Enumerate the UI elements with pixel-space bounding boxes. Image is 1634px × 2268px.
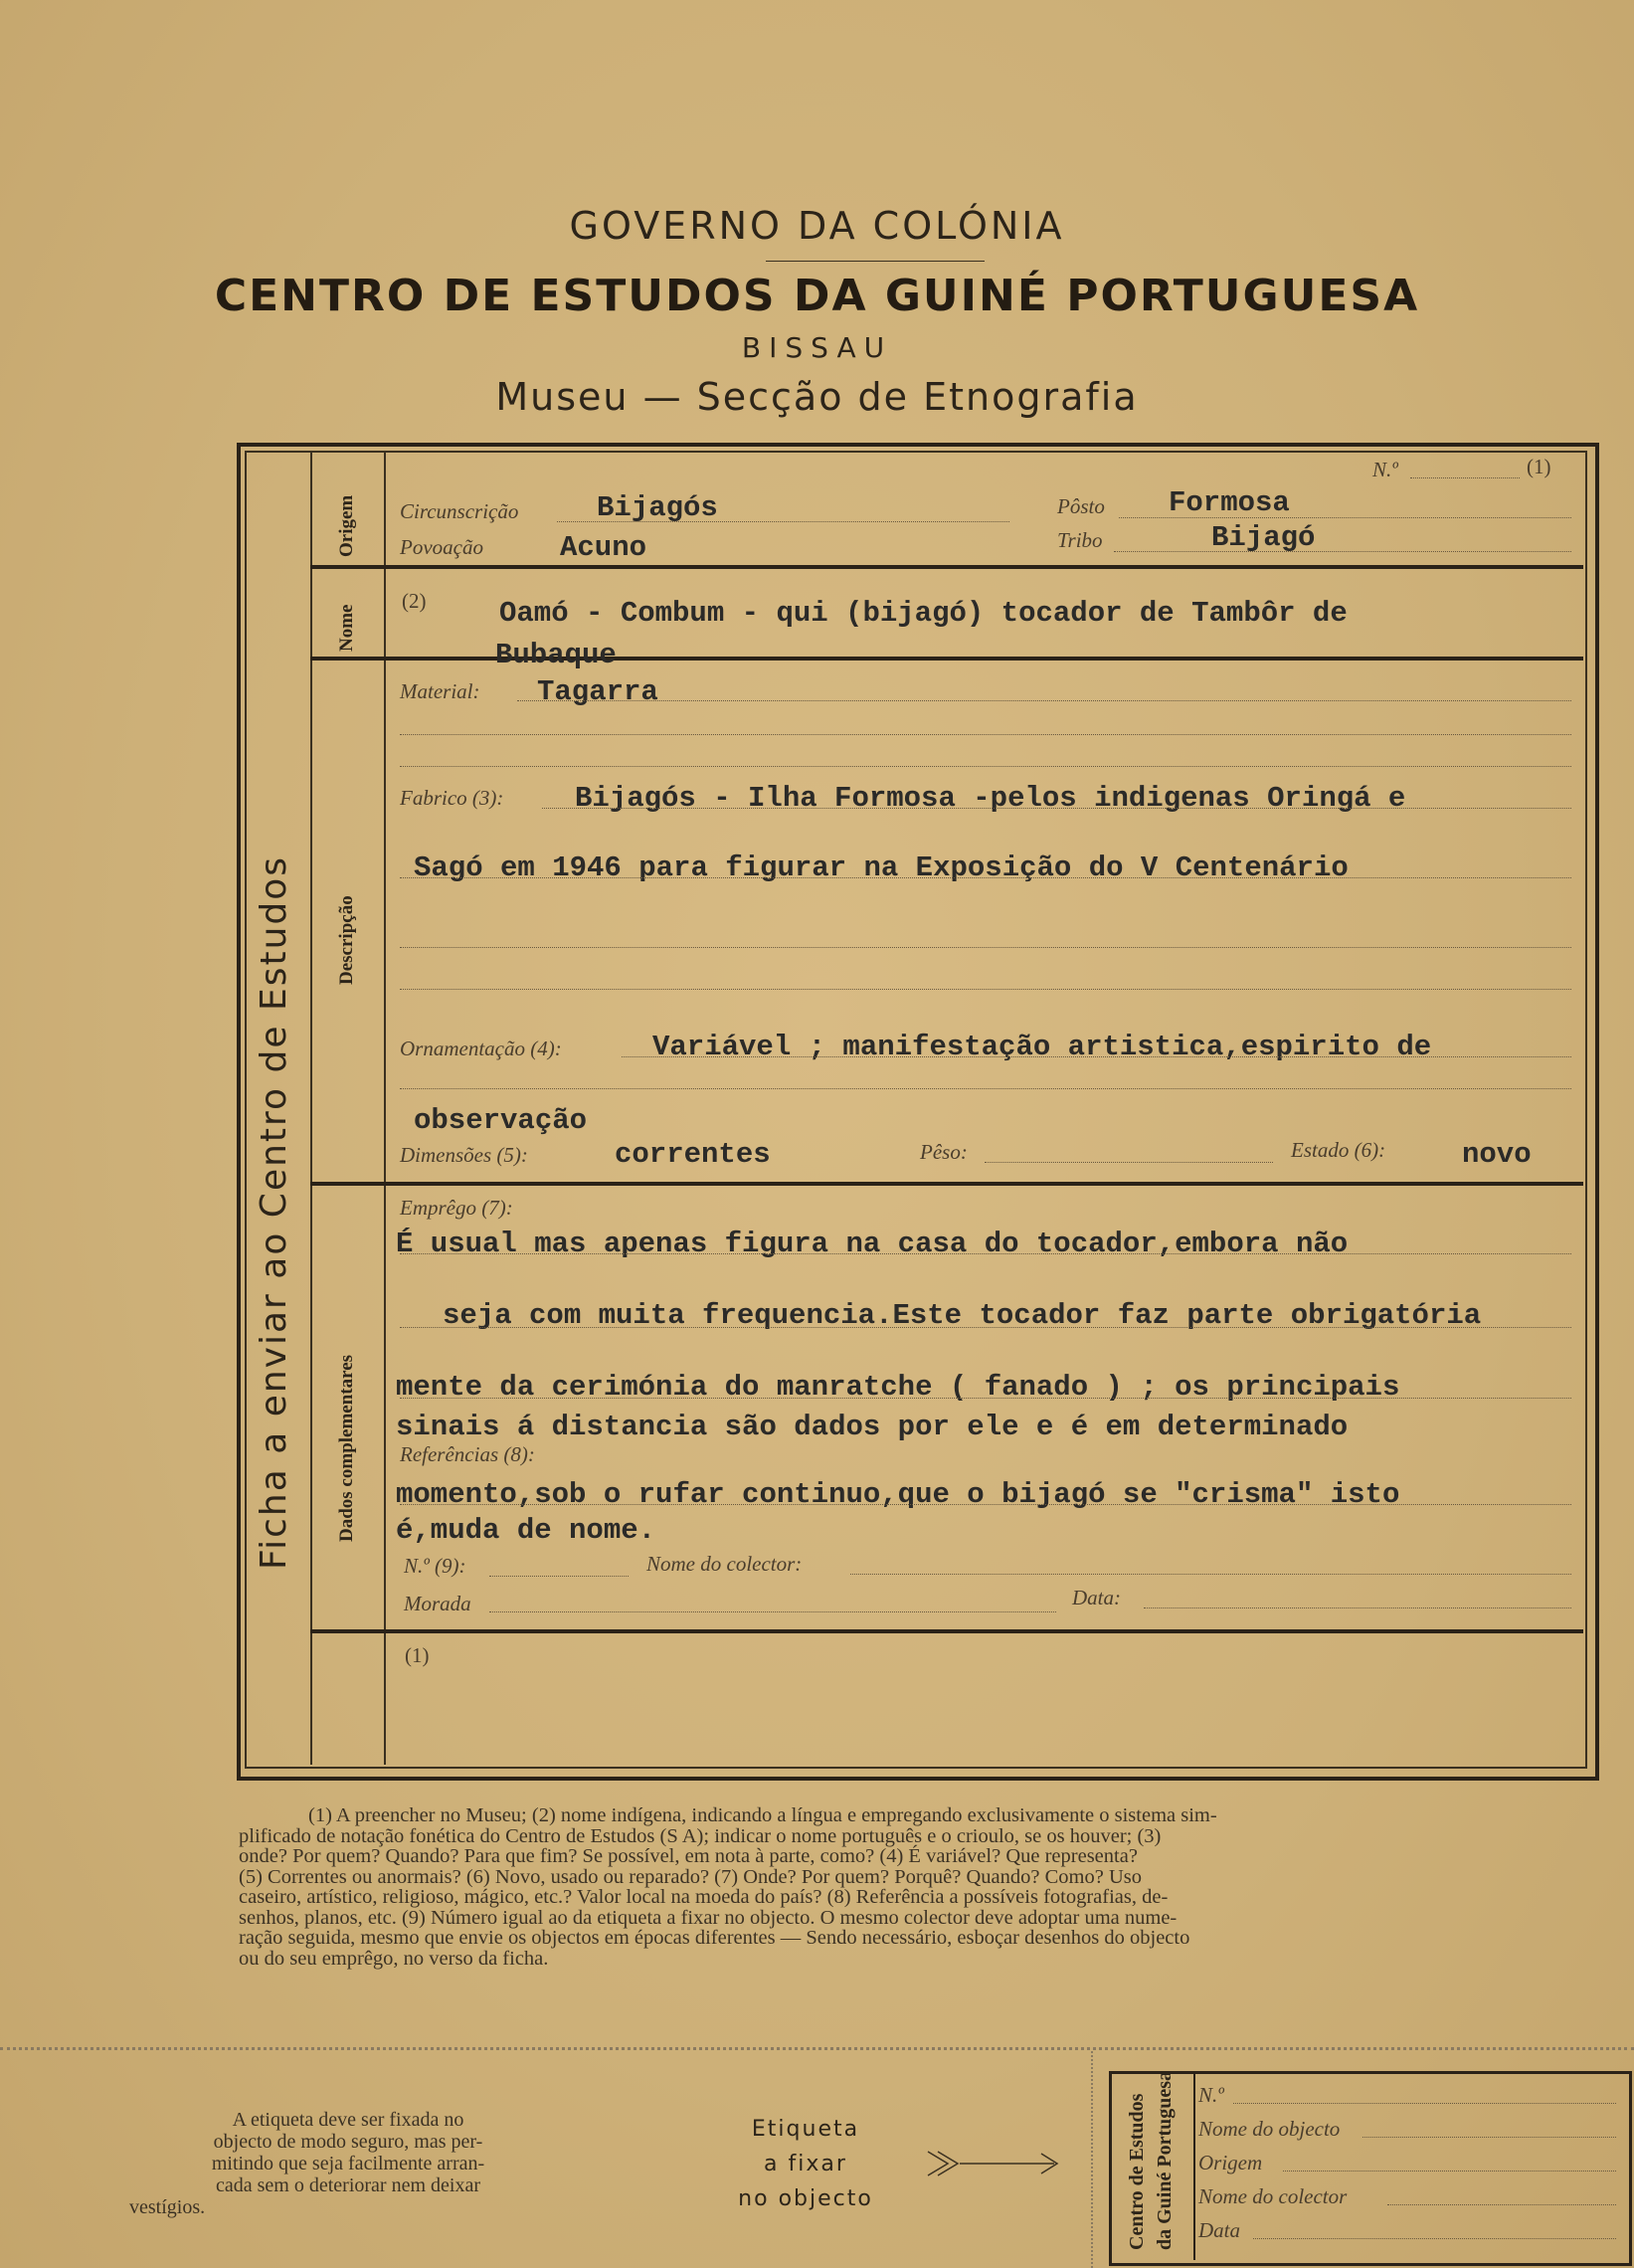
dimensoes-value: correntes [615,1138,771,1171]
nome-value-line-1: Oamó - Combum - qui (bijagó) tocador de Tambôr de [499,597,1348,630]
header-city: BISSAU [741,331,893,364]
data-label: Data: [1072,1586,1121,1609]
header-divider [766,261,985,262]
perforation-line[interactable] [0,2047,1634,2050]
stub-field-numero: N.º [1198,2083,1224,2107]
material-dots-3 [400,766,1571,767]
emprego-value-line-4: sinais á distancia são dados por ele e é em determinado [396,1411,1349,1443]
stub-dots-3 [1283,2171,1616,2172]
peso-label: Pêso: [920,1140,968,1164]
fabrico-dots-4 [400,989,1571,990]
emprego-dots-2 [400,1327,1571,1328]
ornamentacao-dots-1 [622,1056,1571,1057]
footnote-line: (5) Correntes ou anormais? (6) Novo, usado ou reparado? (7) Onde? Por quem? Porquê? Quando? Como? Uso [239,1865,1143,1888]
referencias-value-line-2: é,muda de nome. [396,1514,656,1547]
colector-dots [850,1574,1571,1575]
stub-field-data: Data [1198,2218,1240,2242]
tag-middle-line-3: no objecto [738,2186,873,2211]
footnotes [239,1805,1601,1969]
footnote-line: plificado de notação fonética do Centro de Estudos (S A); indicar o nome português e o crioulo, se os houver; (3) [239,1824,1162,1847]
emprego-dots-3 [400,1398,1571,1399]
stub-title-2: da Guiné Portuguesa [1154,2070,1176,2250]
section-label-descricao: Descripção [336,895,357,985]
circunscricao-label: Circunscrição [400,499,519,523]
povoacao-value: Acuno [560,531,647,564]
material-dots-1 [517,700,1571,701]
nome-value-line-2: Bubaque [495,639,617,671]
header-center: CENTRO DE ESTUDOS DA GUINÉ PORTUGUESA [214,271,1420,321]
fabrico-dots-3 [400,947,1571,948]
colector-label: Nome do colector: [646,1552,803,1576]
tag-middle-line-2: a fixar [764,2152,847,2176]
stub-title-1: Centro de Estudos [1126,2093,1148,2250]
stub-field-colector: Nome do colector [1198,2184,1348,2208]
referencias-value-line-1: momento,sob o rufar continuo,que o bijagó se "crisma" isto [396,1478,1400,1511]
numero-label: N.º [1372,458,1398,481]
footnote-line: caseiro, artístico, religioso, mágico, etc.? Valor local na moeda do país? (8) Referência a possíveis fotografias, de- [239,1886,1169,1908]
referencias-dots [400,1504,1571,1505]
section-label-nome: Nome [336,604,357,652]
footnote-line: senhos, planos, etc. (9) Número igual ao da etiqueta a fixar no objecto. O mesmo colector deve adoptar uma nume- [239,1906,1178,1929]
stub-field-origem: Origem [1198,2151,1263,2174]
section-label-dados: Dados complementares [336,1354,357,1542]
arrow-icon [920,2144,1069,2183]
tag-instruction-line: A etiqueta deve ser fixada no [232,2109,464,2131]
tag-instruction-line: vestígios. [129,2196,206,2218]
stub-dots-5 [1253,2238,1616,2239]
material-dots-2 [400,734,1571,735]
tag-instruction [129,2109,567,2218]
emprego-value-line-3: mente da cerimónia do manratche ( fanado ) ; os principais [396,1371,1400,1404]
footnote-line: ou do seu emprêgo, no verso da ficha. [239,1947,549,1970]
bottom-note: (1) [405,1643,430,1667]
ornamentacao-dots-2 [400,1088,1571,1089]
posto-value: Formosa [1169,486,1290,519]
fabrico-value-line-1: Bijagós - Ilha Formosa -pelos indigenas Oringá e [575,782,1406,815]
numero-note: (1) [1527,455,1551,478]
emprego-value-line-2: seja com muita frequencia.Este tocador faz parte obrigatória [443,1299,1482,1332]
vertical-title: Ficha a enviar ao Centro de Estudos [254,854,294,1570]
dimensoes-label: Dimensões (5): [400,1143,528,1167]
tribo-label: Tribo [1057,528,1103,552]
posto-label: Pôsto [1057,494,1105,518]
circunscricao-value: Bijagós [597,491,718,524]
ornamentacao-value-line-1: Variável ; manifestação artistica,espirito de [652,1031,1432,1063]
section-label-origem: Origem [336,494,357,557]
stub-dots-1 [1233,2103,1616,2104]
morada-label: Morada [404,1592,471,1615]
nome-note: (2) [402,589,427,613]
material-value: Tagarra [537,675,658,708]
footnote-line: (1) A preencher no Museu; (2) nome indígena, indicando a língua e empregando exclusivamente o sistema sim- [308,1804,1217,1826]
stub-dots-2 [1362,2137,1616,2138]
ornamentacao-value-line-2: observação [414,1104,588,1137]
estado-label: Estado (6): [1291,1138,1386,1162]
tribo-value: Bijagó [1211,521,1316,554]
footnote-line: onde? Por quem? Quando? Para que fim? Se possível, em nota à parte, como? (4) É variável? Que representa? [239,1845,1138,1867]
tag-instruction-line: cada sem o deteriorar nem deixar [216,2174,480,2196]
material-label: Material: [400,679,480,703]
section-divider-dados [310,1629,1583,1633]
section-divider-origem [310,565,1583,569]
tag-perforation [1091,2051,1093,2268]
column-divider-1 [310,451,312,1765]
povoacao-label: Povoação [400,535,483,559]
estado-value: novo [1462,1138,1532,1171]
fabrico-label: Fabrico (3): [400,786,504,810]
stub-dots-4 [1387,2204,1616,2205]
morada-dots [489,1611,1056,1612]
tag-label-stub [1109,2071,1195,2260]
fabrico-dots-2 [400,877,1571,878]
tribo-dots [1114,551,1571,552]
n9-dots [489,1576,629,1577]
footnote-line: ração seguida, mesmo que envie os objectos em épocas diferentes — Sendo necessário, esboçar desenhos do objecto [239,1927,1190,1949]
header-museum: Museu — Secção de Etnografia [495,375,1139,419]
referencias-label: Referências (8): [400,1442,535,1466]
column-divider-2 [384,451,386,1765]
numero-dots [1410,477,1520,478]
tag-instruction-line: mitindo que seja facilmente arran- [211,2153,485,2174]
header-government: GOVERNO DA COLÓNIA [569,204,1065,248]
peso-dots [985,1162,1273,1163]
stub-field-nome-objecto: Nome do objecto [1198,2117,1341,2141]
data-dots [1144,1607,1571,1608]
n9-label: N.º (9): [404,1554,466,1578]
emprego-dots-1 [400,1253,1571,1254]
emprego-value-line-1: É usual mas apenas figura na casa do tocador,embora não [396,1228,1349,1260]
emprego-label: Emprêgo (7): [400,1196,513,1220]
tag-instruction-line: objecto de modo seguro, mas per- [213,2131,483,2153]
tag-middle-line-1: Etiqueta [751,2117,860,2142]
ornamentacao-label: Ornamentação (4): [400,1037,562,1060]
fabrico-dots-1 [542,808,1571,809]
section-divider-descricao [310,1182,1583,1186]
fabrico-value-line-2: Sagó em 1946 para figurar na Exposição do V Centenário [414,851,1349,884]
